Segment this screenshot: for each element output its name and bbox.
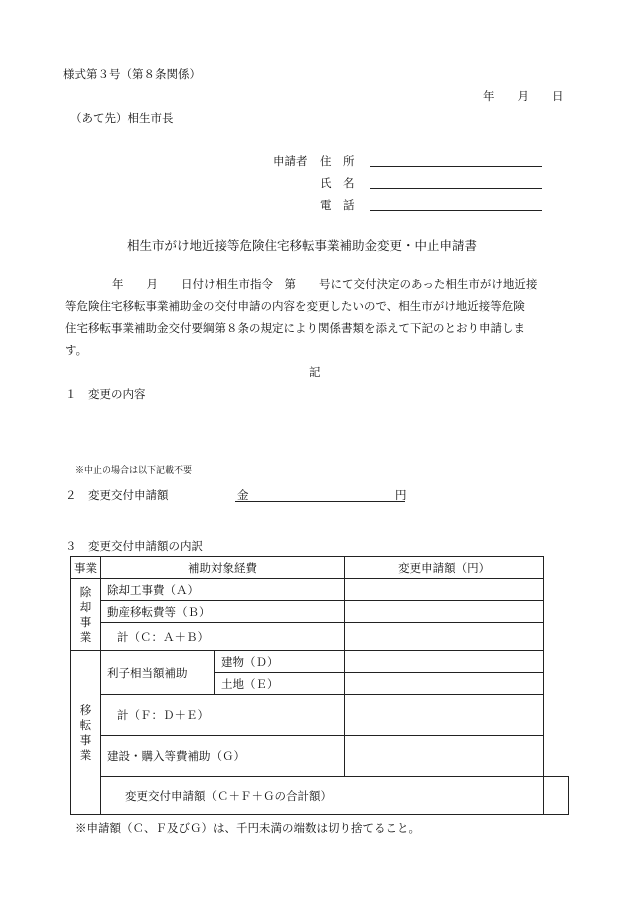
name-field[interactable] xyxy=(370,188,542,189)
amount-field[interactable] xyxy=(235,501,405,502)
group-relocation: 移 転 事 業 xyxy=(71,651,101,815)
date-line: 年 月 日 xyxy=(483,89,564,103)
group-removal: 除 却 事 業 xyxy=(71,579,101,651)
row-g-label: 建設・購入等費補助（Ｇ） xyxy=(101,736,345,777)
row-a-label: 除却工事費（Ａ） xyxy=(101,579,345,601)
header-jigyo: 事業 xyxy=(71,557,101,579)
body-line-2: 等危険住宅移転事業補助金の交付申請の内容を変更したいので、相生市がけ地近接等危険 xyxy=(65,299,525,313)
document-title: 相生市がけ地近接等危険住宅移転事業補助金変更・中止申請書 xyxy=(127,238,478,253)
row-interest-label: 利子相当額補助 xyxy=(101,651,215,695)
applicant-label: 申請者 xyxy=(273,154,308,168)
row-total-amount[interactable] xyxy=(544,777,569,815)
row-g-amount[interactable] xyxy=(345,736,544,777)
phone-label: 電 話 xyxy=(320,198,355,212)
body-paragraph xyxy=(65,273,570,361)
row-d-amount[interactable] xyxy=(345,651,544,673)
phone-field[interactable] xyxy=(370,210,542,211)
en-label: 円 xyxy=(395,488,407,502)
header-keihi: 補助対象経費 xyxy=(101,557,345,579)
form-number: 様式第３号（第８条関係） xyxy=(63,67,201,81)
row-a-amount[interactable] xyxy=(345,579,544,601)
row-e-label: 土地（Ｅ） xyxy=(215,673,345,695)
row-c-amount[interactable] xyxy=(345,623,544,651)
footnote: ※申請額（Ｃ、Ｆ及びＧ）は、千円未満の端数は切り捨てること。 xyxy=(75,821,420,835)
body-line-3: 住宅移転事業補助金交付要綱第８条の規定により関係書類を添えて下記のとおり申請しま xyxy=(65,321,525,335)
row-e-amount[interactable] xyxy=(345,673,544,695)
section-1-heading: １ 変更の内容 xyxy=(65,387,146,401)
row-f-amount[interactable] xyxy=(345,695,544,736)
body-line-4: す。 xyxy=(65,343,88,357)
address-field[interactable] xyxy=(370,166,542,167)
addressee: （あて先）相生市長 xyxy=(70,111,174,125)
row-f-label: 計（Ｆ：Ｄ＋Ｅ） xyxy=(101,695,345,736)
breakdown-table xyxy=(70,556,569,815)
section-2-heading: ２ 変更交付申請額 xyxy=(65,488,169,502)
row-c-label: 計（Ｃ：Ａ＋Ｂ） xyxy=(101,623,345,651)
name-label: 氏 名 xyxy=(320,176,355,190)
kin-label: 金 xyxy=(237,488,249,502)
row-d-label: 建物（Ｄ） xyxy=(215,651,345,673)
body-line-1: 年 月 日付け相生市指令 第 号にて交付決定のあった相生市がけ地近接 xyxy=(112,277,538,291)
stop-note: ※中止の場合は以下記載不要 xyxy=(75,466,193,476)
ki-heading: 記 xyxy=(309,365,321,379)
section-3-heading: ３ 変更交付申請額の内訳 xyxy=(65,539,203,553)
address-label: 住 所 xyxy=(320,154,355,168)
row-total-label: 変更交付申請額（Ｃ＋Ｆ＋Ｇの合計額） xyxy=(101,777,544,815)
row-b-amount[interactable] xyxy=(345,601,544,623)
header-amount: 変更申請額（円） xyxy=(345,557,544,579)
row-b-label: 動産移転費等（Ｂ） xyxy=(101,601,345,623)
